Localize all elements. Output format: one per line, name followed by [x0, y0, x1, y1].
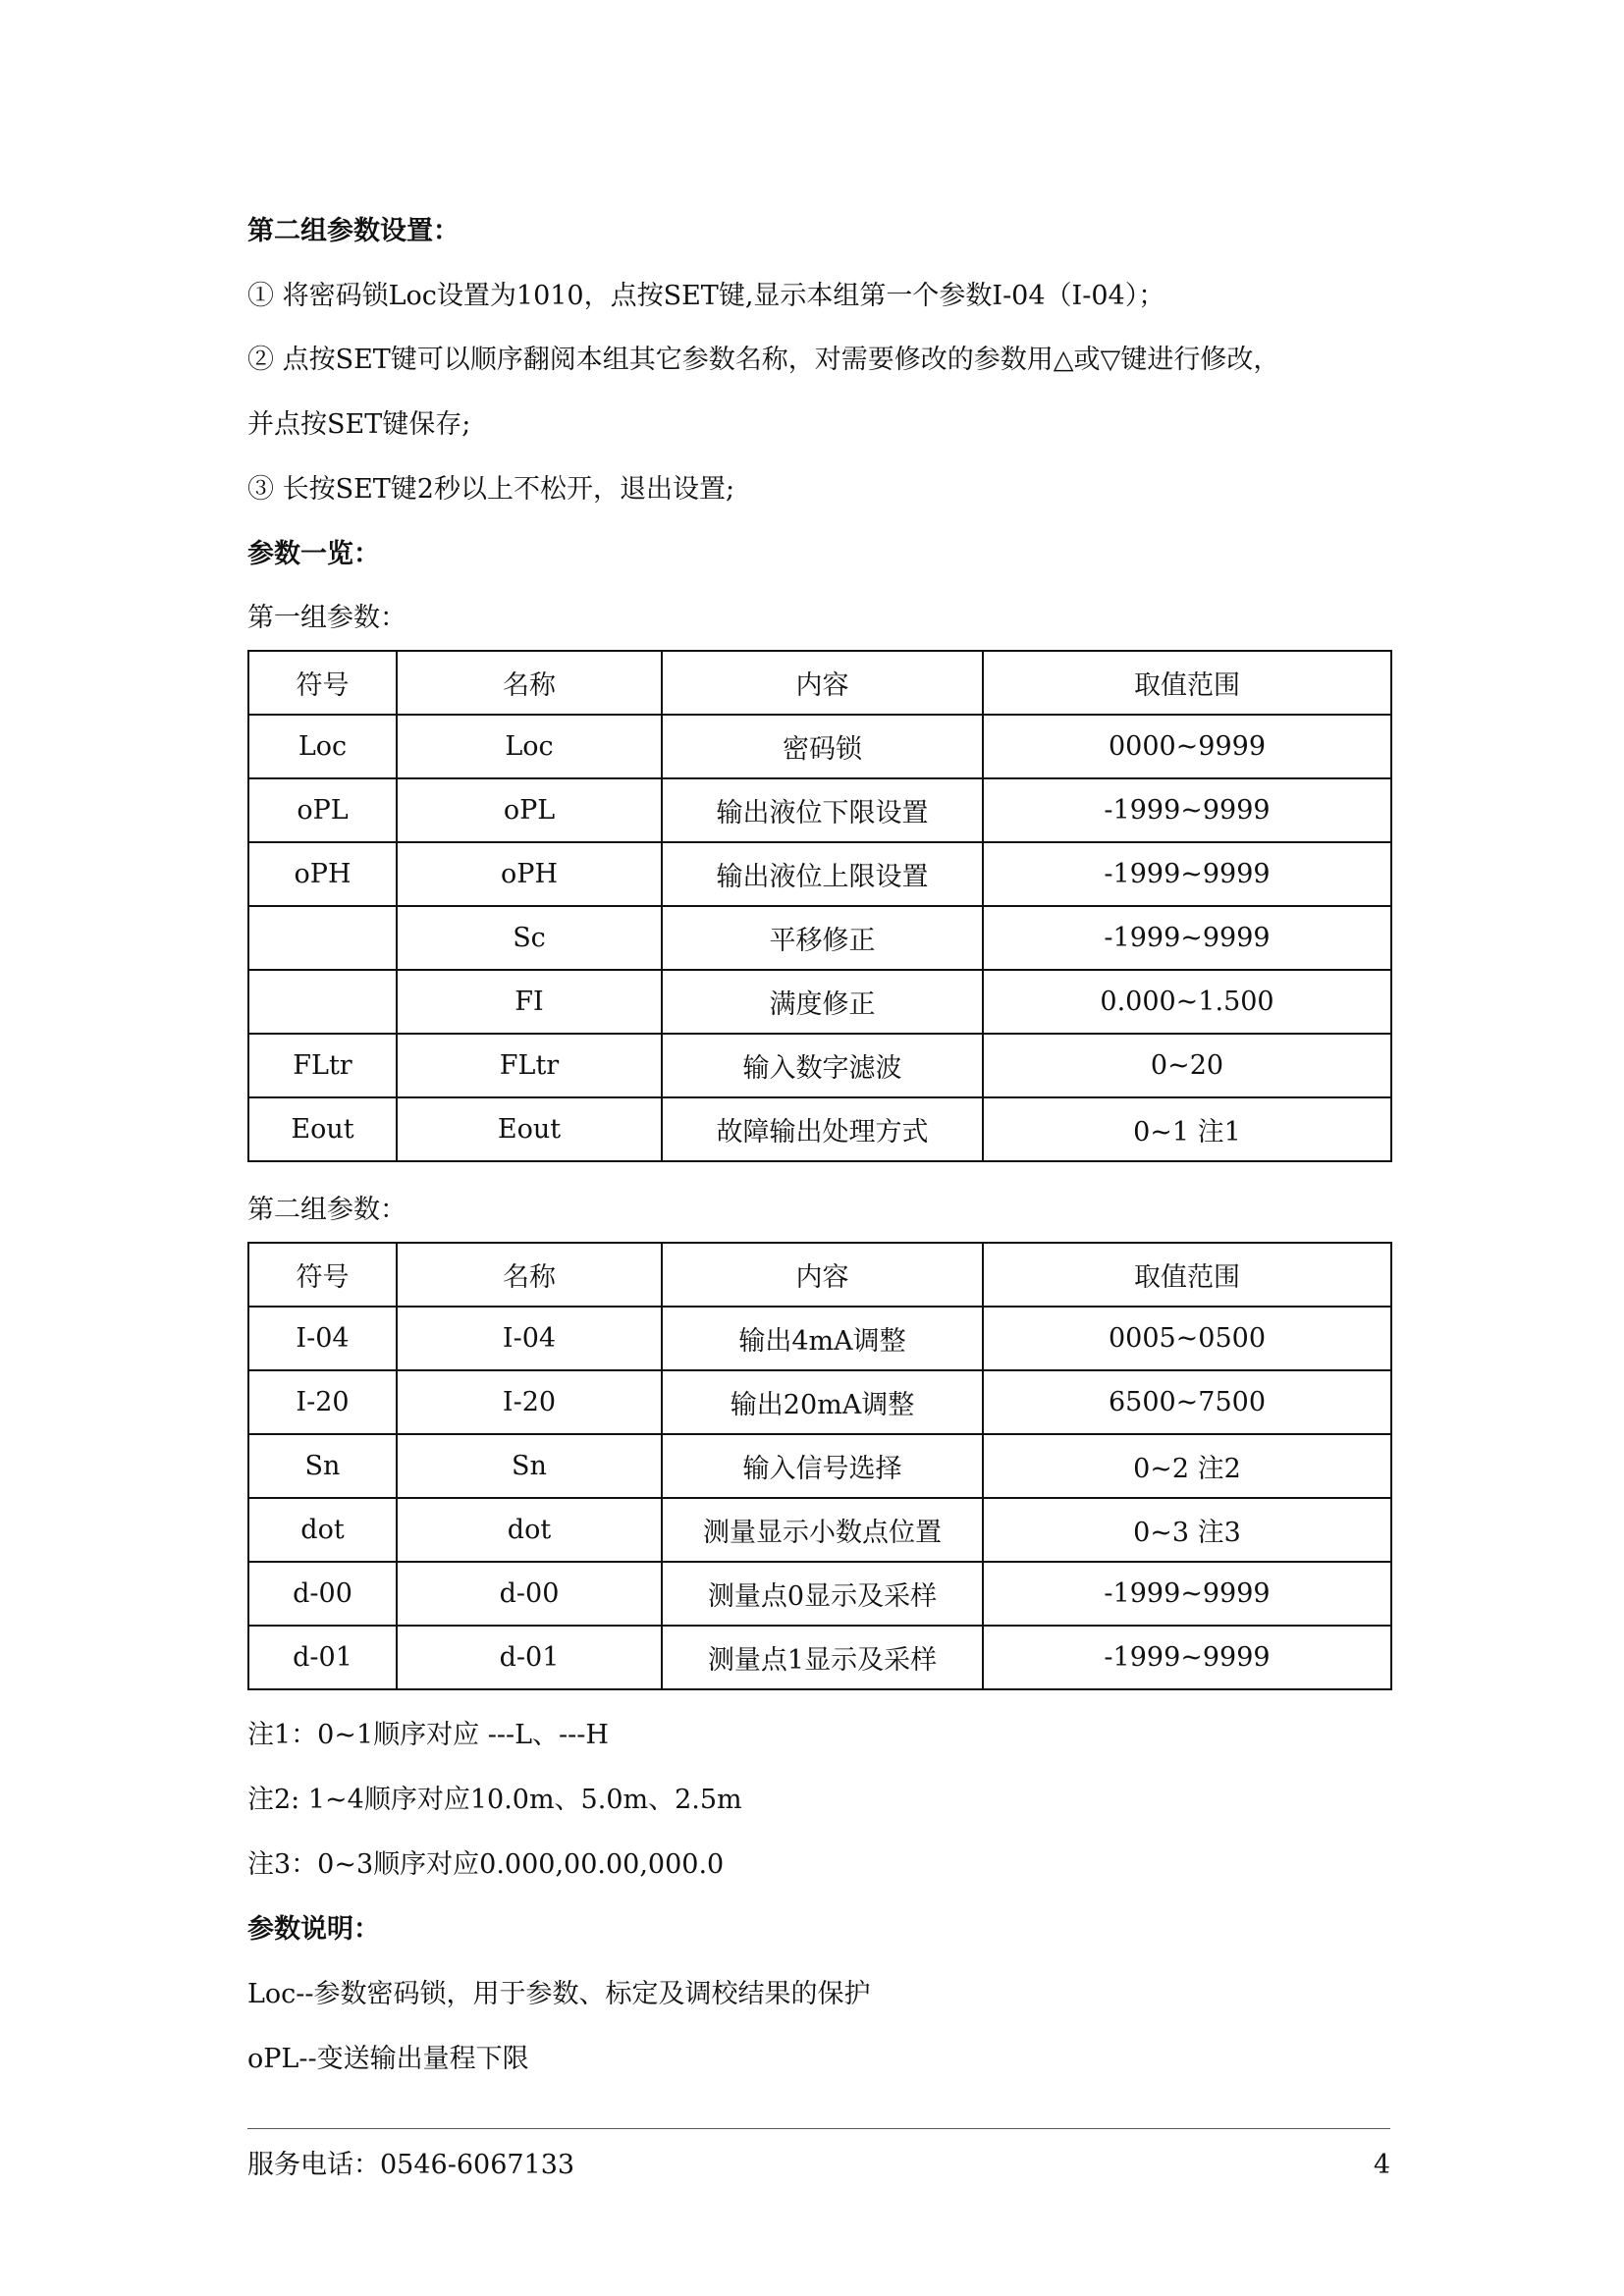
- cell-range: -1999~9999: [983, 1626, 1391, 1689]
- cell-name: oPH: [397, 842, 662, 906]
- header-symbol: 符号: [248, 651, 397, 715]
- cell-symbol: Eout: [248, 1097, 397, 1161]
- cell-content: 测量点1显示及采样: [662, 1626, 983, 1689]
- cell-symbol: Sn: [248, 1434, 397, 1498]
- cell-symbol: d-00: [248, 1562, 397, 1626]
- cell-name: d-00: [397, 1562, 662, 1626]
- cell-symbol: I-04: [248, 1307, 397, 1370]
- group2-label: 第二组参数：: [247, 1195, 406, 1225]
- group1-table-body: [248, 651, 1391, 1161]
- table-row: [248, 842, 1391, 906]
- cell-symbol: dot: [248, 1498, 397, 1562]
- header-content: 内容: [662, 651, 983, 715]
- cell-content: 测量显示小数点位置: [662, 1498, 983, 1562]
- cell-symbol: [248, 970, 397, 1034]
- cell-symbol: oPL: [248, 778, 397, 842]
- group1-table: [247, 650, 1392, 1162]
- footer-divider: [247, 2128, 1390, 2129]
- cell-name: FLtr: [397, 1034, 662, 1097]
- cell-range: -1999~9999: [983, 906, 1391, 970]
- cell-content: 输出20mA调整: [662, 1370, 983, 1434]
- table-row: [248, 1626, 1391, 1689]
- group2-table: [247, 1242, 1392, 1690]
- cell-content: 测量点0显示及采样: [662, 1562, 983, 1626]
- cell-content: 故障输出处理方式: [662, 1097, 983, 1161]
- page-number: 4: [1373, 2150, 1390, 2180]
- table-row: [248, 1434, 1391, 1498]
- table-header-row: [248, 1243, 1391, 1307]
- cell-name: Eout: [397, 1097, 662, 1161]
- table-row: [248, 1370, 1391, 1434]
- cell-range: 0~3 注3: [983, 1498, 1391, 1562]
- cell-content: 输出4mA调整: [662, 1307, 983, 1370]
- table-row: [248, 970, 1391, 1034]
- table-header-row: [248, 651, 1391, 715]
- description-heading: 参数说明：: [247, 1914, 380, 1945]
- cell-range: 0~2 注2: [983, 1434, 1391, 1498]
- cell-content: 输出液位上限设置: [662, 842, 983, 906]
- cell-range: -1999~9999: [983, 1562, 1391, 1626]
- section2-setup-heading: 第二组参数设置：: [247, 216, 460, 246]
- header-name: 名称: [397, 651, 662, 715]
- note-1: 注1：0~1顺序对应 ---L、---H: [247, 1720, 609, 1750]
- cell-symbol: oPH: [248, 842, 397, 906]
- setup-step-3: ③ 长按SET键2秒以上不松开，退出设置;: [247, 474, 735, 505]
- cell-range: 0000~9999: [983, 715, 1391, 778]
- cell-range: 0~1 注1: [983, 1097, 1391, 1161]
- header-symbol: 符号: [248, 1243, 397, 1307]
- cell-range: 0~20: [983, 1034, 1391, 1097]
- cell-name: I-04: [397, 1307, 662, 1370]
- cell-content: 输入数字滤波: [662, 1034, 983, 1097]
- header-content: 内容: [662, 1243, 983, 1307]
- cell-content: 密码锁: [662, 715, 983, 778]
- cell-content: 平移修正: [662, 906, 983, 970]
- cell-range: 0.000~1.500: [983, 970, 1391, 1034]
- cell-symbol: Loc: [248, 715, 397, 778]
- cell-symbol: [248, 906, 397, 970]
- setup-step-1: ① 将密码锁Loc设置为1010，点按SET键,显示本组第一个参数I-04（I-04）；: [247, 281, 1165, 311]
- group1-label: 第一组参数：: [247, 603, 406, 633]
- table-row: [248, 1097, 1391, 1161]
- table-row: [248, 778, 1391, 842]
- table-row: [248, 906, 1391, 970]
- cell-range: -1999~9999: [983, 778, 1391, 842]
- cell-range: 6500~7500: [983, 1370, 1391, 1434]
- cell-name: Loc: [397, 715, 662, 778]
- note-3: 注3：0~3顺序对应0.000,00.00,000.0: [247, 1849, 725, 1880]
- cell-name: Sn: [397, 1434, 662, 1498]
- cell-symbol: FLtr: [248, 1034, 397, 1097]
- note-2: 注2: 1~4顺序对应10.0m、5.0m、2.5m: [247, 1785, 742, 1815]
- description-loc: Loc--参数密码锁，用于参数、标定及调校结果的保护: [247, 1979, 871, 2009]
- cell-name: I-20: [397, 1370, 662, 1434]
- table-row: [248, 1562, 1391, 1626]
- overview-heading: 参数一览：: [247, 539, 380, 569]
- cell-name: oPL: [397, 778, 662, 842]
- table-row: [248, 1498, 1391, 1562]
- table-row: [248, 1307, 1391, 1370]
- group2-table-body: [248, 1243, 1391, 1689]
- header-range: 取值范围: [983, 1243, 1391, 1307]
- table-row: [248, 1034, 1391, 1097]
- cell-name: dot: [397, 1498, 662, 1562]
- cell-range: 0005~0500: [983, 1307, 1391, 1370]
- setup-step-2: ② 点按SET键可以顺序翻阅本组其它参数名称，对需要修改的参数用△或▽键进行修改，: [247, 345, 1280, 375]
- cell-content: 满度修正: [662, 970, 983, 1034]
- cell-name: Sc: [397, 906, 662, 970]
- header-name: 名称: [397, 1243, 662, 1307]
- cell-range: -1999~9999: [983, 842, 1391, 906]
- cell-symbol: I-20: [248, 1370, 397, 1434]
- cell-name: d-01: [397, 1626, 662, 1689]
- setup-step-2-cont: 并点按SET键保存;: [247, 409, 471, 440]
- cell-content: 输出液位下限设置: [662, 778, 983, 842]
- cell-name: FI: [397, 970, 662, 1034]
- table-row: [248, 715, 1391, 778]
- cell-symbol: d-01: [248, 1626, 397, 1689]
- footer-phone: 服务电话：0546-6067133: [247, 2150, 575, 2180]
- description-opl: oPL--变送输出量程下限: [247, 2044, 529, 2074]
- header-range: 取值范围: [983, 651, 1391, 715]
- cell-content: 输入信号选择: [662, 1434, 983, 1498]
